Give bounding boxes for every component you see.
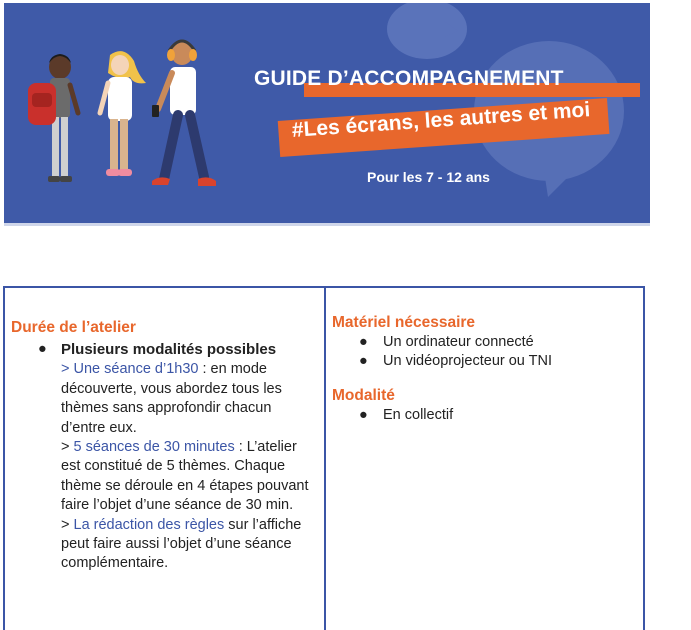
session-option-2-prefix: > <box>61 438 74 455</box>
materials-heading: Matériel nécessaire <box>332 314 476 331</box>
session-option-3-text: sur l’affiche peut faire aussi l’objet d’une séance complémentaire. <box>61 516 302 572</box>
modality-heading: Modalité <box>332 386 395 404</box>
list-item <box>332 352 632 371</box>
bullet-icon: ● <box>359 334 368 350</box>
session-option-3 <box>11 516 316 574</box>
child-blonde <box>100 51 146 176</box>
session-option-3-link: La rédaction des règles <box>73 516 225 533</box>
list-item <box>332 406 632 425</box>
duration-heading: Durée de l’atelier <box>11 319 136 336</box>
table-column-divider <box>324 286 326 630</box>
right-column <box>332 313 632 425</box>
list-item <box>11 340 316 360</box>
child-with-backpack <box>28 54 78 182</box>
speech-bubble-large-tail <box>544 171 574 197</box>
hashtag-title: #Les écrans, les autres et moi <box>291 98 591 142</box>
session-option-2 <box>11 438 316 516</box>
session-option-1 <box>11 360 316 438</box>
modality-item: En collectif <box>383 406 454 423</box>
material-item: Un ordinateur connecté <box>383 334 534 350</box>
banner-divider <box>4 223 650 226</box>
left-column <box>11 318 316 574</box>
session-option-2-link: 5 séances de 30 minutes <box>73 438 235 455</box>
session-option-1-text: : en mode découverte, vous abordez tous les thèmes sans approfondir chacun d’entre eux. <box>61 361 282 436</box>
guide-title: GUIDE D’ACCOMPAGNEMENT <box>254 67 564 90</box>
material-item: Un vidéoprojecteur ou TNI <box>383 353 552 370</box>
children-illustration <box>14 33 244 203</box>
header-banner <box>4 3 650 223</box>
bullet-icon: ● <box>38 341 47 357</box>
bullet-icon: ● <box>359 353 368 370</box>
child-with-headphones <box>152 41 216 186</box>
modalities-label: Plusieurs modalités possibles <box>61 341 277 358</box>
speech-bubble-small-tail <box>444 21 458 37</box>
session-option-3-prefix: > <box>61 516 74 533</box>
session-option-1-link: > Une séance d’1h30 <box>61 361 199 378</box>
age-range: Pour les 7 - 12 ans <box>367 169 490 185</box>
bullet-icon: ● <box>359 406 368 423</box>
session-option-2-text: : L’atelier est constitué de 5 thèmes. Chaque thème se déroule en 4 étapes pouvant faire l’objet d’une séance de 30 min. <box>61 438 309 514</box>
list-item <box>332 333 632 352</box>
